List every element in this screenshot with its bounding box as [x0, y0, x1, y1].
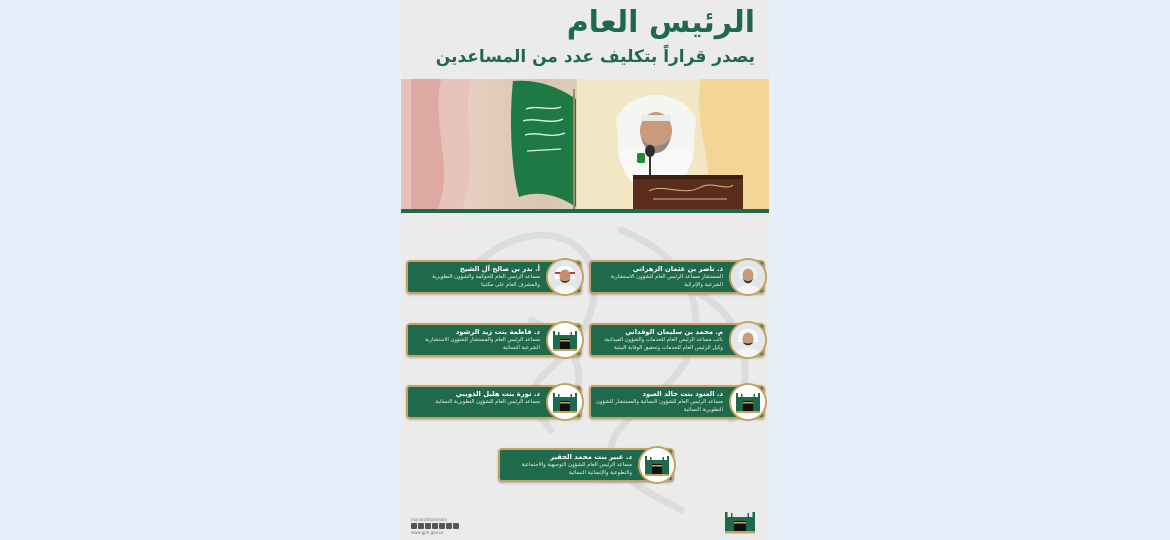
assistant-role: مساعد الرئيس العام للحوكمة والشؤون التطويرية والمشرف العام على مكتبنا [432, 274, 540, 288]
assistant-card-7 [498, 448, 674, 482]
assistant-card-4 [406, 323, 582, 357]
website-url: www.gph.gov.sa [411, 530, 444, 535]
telegram-icon[interactable] [446, 523, 452, 529]
assistant-name: د. فاطمة بنت زيد الرشود [455, 328, 540, 336]
person-photo-icon [729, 258, 767, 296]
assistant-role: مساعد الرئيس العام والمستشار للشؤون الاستشارية الشرعية النسائية [425, 337, 540, 351]
youtube-icon[interactable] [425, 523, 431, 529]
assistant-name: أ. بدر بن صالح آل الشيخ [459, 265, 540, 273]
twitter-icon[interactable] [411, 523, 417, 529]
presidency-logo-icon [546, 383, 584, 421]
assistant-name: د. العنود بنت خالد العبود [642, 390, 723, 398]
assistant-card-5 [589, 385, 765, 419]
person-photo-icon [729, 321, 767, 359]
assistant-role: مساعد الرئيس العام للشؤون النسائية والمستشار للشؤون التطويرية النسائية [595, 399, 723, 413]
assistant-card-3 [589, 323, 765, 357]
social-icons [411, 523, 481, 529]
instagram-icon[interactable] [432, 523, 438, 529]
social-handle: manaratharamain [411, 517, 448, 522]
photo-accent-strip [401, 209, 769, 213]
presidency-logo-icon [729, 383, 767, 421]
announcement-poster [401, 0, 769, 540]
page-title: الرئيس العام [566, 5, 755, 40]
person-photo-icon [546, 258, 584, 296]
assistant-card-6 [406, 385, 582, 419]
assistant-name: د. ناصر بن عثمان الزهراني [632, 265, 723, 273]
presidency-logo-icon [638, 446, 676, 484]
assistant-role: مساعد الرئيس العام للشؤون التطويرية النسائية [435, 399, 540, 405]
assistant-name: د. نورة بنت هليل الذويبي [455, 390, 540, 398]
assistant-role: مساعد الرئيس العام للشؤون التوجيهية والاجتماعية والتطوعية والإنسانية النسائية [521, 462, 632, 476]
footer-social [411, 517, 481, 535]
assistant-name: م. محمد بن سليمان الوقداني [625, 328, 723, 336]
facebook-icon[interactable] [439, 523, 445, 529]
presidency-logo-icon [723, 509, 757, 537]
assistant-role: نائب مساعد الرئيس العام للخدمات والشؤون الميدانية، وكيل الرئيس العام للخدمات وتحقيق الوقاية البيئية [603, 337, 723, 351]
presidency-logo-icon [546, 321, 584, 359]
assistant-card-1 [589, 260, 765, 294]
assistant-name: د. عبير بنت محمد الجفير [550, 453, 632, 461]
assistant-role: المستشار مساعد الرئيس العام للشؤون الاستشارية الشرعية والإثرائية [610, 274, 723, 288]
snapchat-icon[interactable] [418, 523, 424, 529]
assistant-card-2 [406, 260, 582, 294]
tiktok-icon[interactable] [453, 523, 459, 529]
header-photo [401, 79, 769, 213]
page-subtitle: يصدر قراراً بتكليف عدد من المساعدين [435, 47, 755, 67]
speaker-at-podium-illustration [401, 79, 769, 213]
